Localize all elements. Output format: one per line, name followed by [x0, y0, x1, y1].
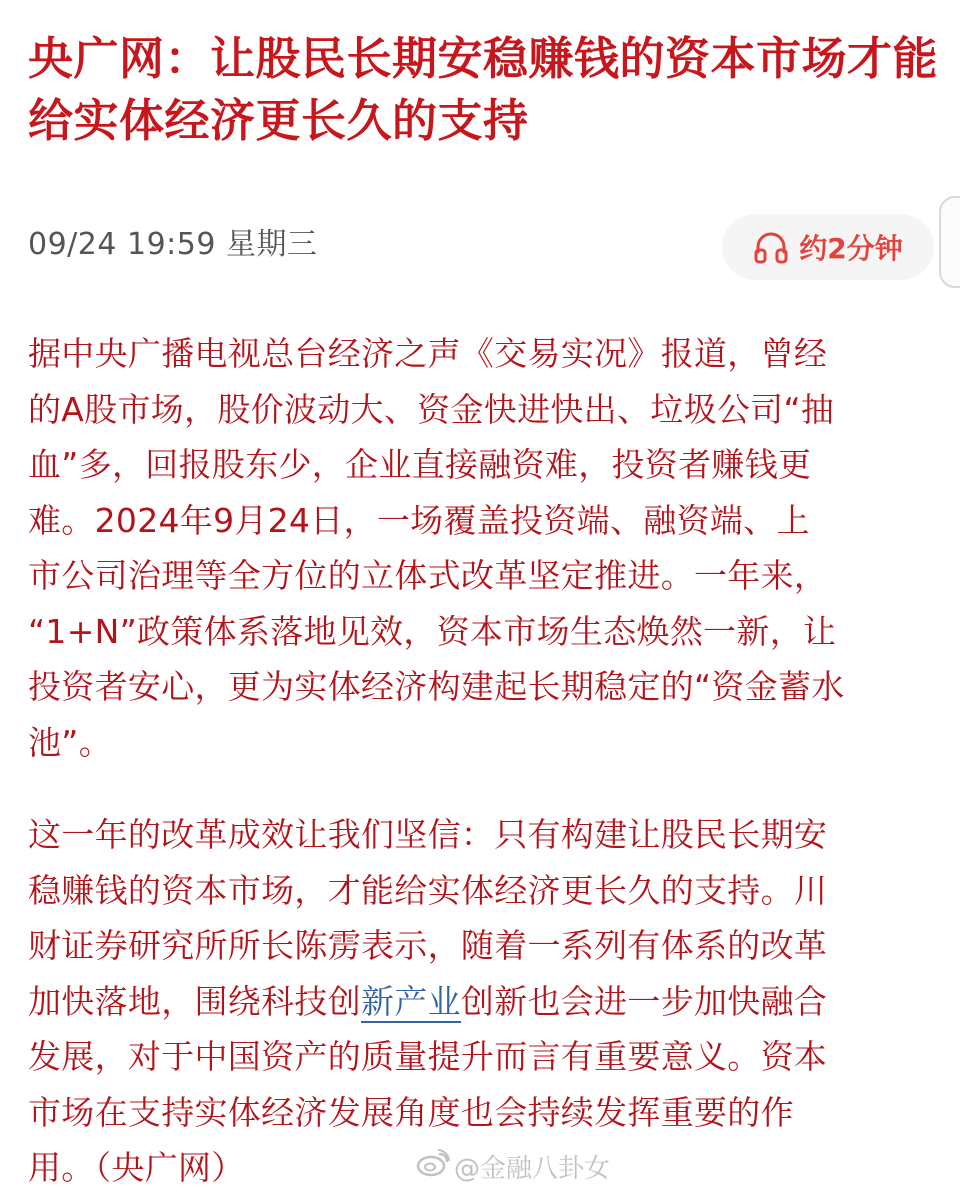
publish-weekday: 星期三 — [226, 227, 318, 262]
listen-button[interactable] — [722, 214, 934, 280]
weibo-icon — [416, 1149, 450, 1184]
watermark-text: @金融八卦女 — [454, 1154, 611, 1184]
new-industry-link[interactable]: 新产业 — [361, 981, 461, 1021]
read-time-label: 约2分钟 — [799, 232, 903, 265]
article-meta — [28, 222, 318, 268]
publish-datetime: 09/24 19:59 — [28, 227, 216, 262]
watermark — [416, 1148, 610, 1185]
paragraph-2-text-start: 这一年的改革成效让我们坚信：只有构建让股民长期安 稳赚钱的资本市场，才能给实体经济更长久的支持。川 财证券研究所所长陈雳表示，随着一系列有体系的改革 加快落地，围绕科技创 — [28, 815, 828, 1021]
article-paragraph-2 — [28, 807, 938, 1193]
article-title: 央广网：让股民长期安稳赚钱的资本市场才能给实体经济更长久的支持 — [28, 32, 939, 147]
paragraph-2-text-end: 创新也会进一步加快融合 发展，对于中国资产的质量提升而言有重要意义。资本 市场在支持实体经济发展角度也会持续发挥重要的作 用。（央广网） — [28, 981, 828, 1187]
side-scroll-handle[interactable] — [939, 196, 960, 288]
headphones-icon — [753, 230, 789, 264]
article-paragraph-1: 据中央广播电视总台经济之声《交易实况》报道，曾经 的A股市场，股价波动大、资金快进快出、垃圾公司“抽 血”多，回报股东少，企业直接融资难，投资者赚钱更 难。2024年9月24日，一场覆盖投资端、融资端、上 市公司治理等全方位的立体式改革坚定推进。一年来， “1+N”政策体系落地见效，资本市场生态焕然一新，让 投资者安心，更为实体经济构建起长期稳定的“资金蓄水 池”。 — [28, 334, 845, 762]
